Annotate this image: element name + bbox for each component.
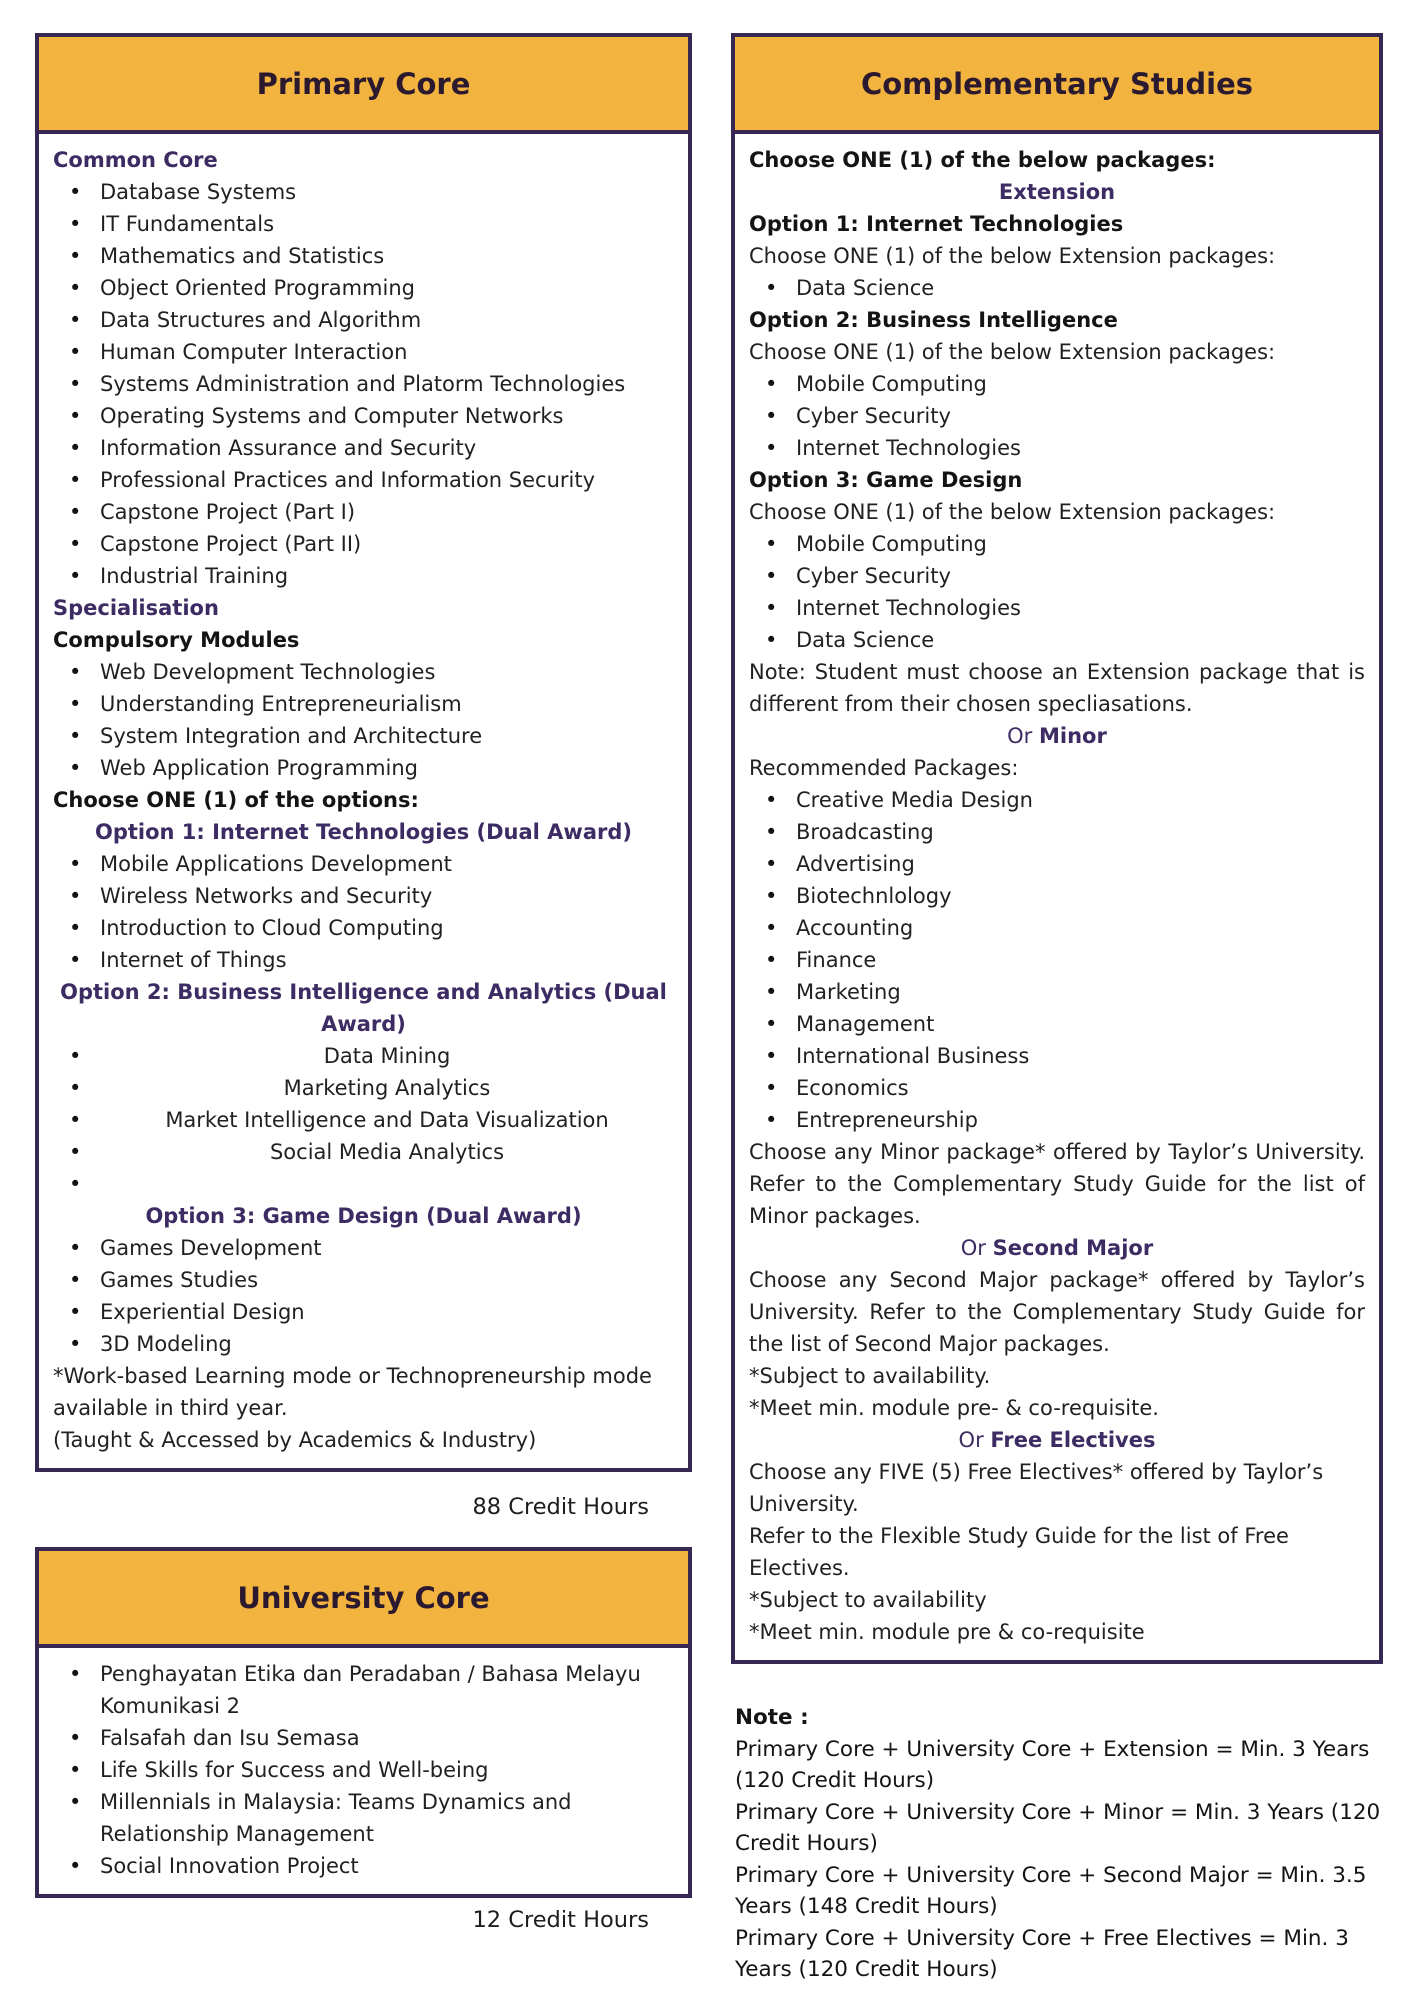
or-option-name: Second Major (992, 1236, 1154, 1260)
specialisation-heading: Specialisation (53, 596, 219, 620)
bullet-item: • Internet Technologies (749, 432, 1365, 464)
note-line: Primary Core + University Core + Extension = Min. 3 Years (120 Credit Hours) (735, 1736, 1370, 1793)
prerequisite-note-2: *Meet min. module pre & co-requisite (749, 1620, 1145, 1644)
subject-availability-note: *Subject to availability. (749, 1364, 991, 1388)
prerequisite-note: *Meet min. module pre- & co-requisite. (749, 1396, 1159, 1420)
or-prefix: Or (960, 1236, 993, 1260)
ext-option1-heading: Option 1: Internet Technologies (749, 212, 1124, 236)
choose-one-options-heading: Choose ONE (1) of the options: (53, 788, 419, 812)
bullet-item: • Capstone Project (Part II) (53, 528, 674, 560)
or-option-line (749, 720, 1365, 752)
bullet-item: • Industrial Training (53, 560, 674, 592)
footer-note-title: Note : (735, 1705, 809, 1730)
bullet-item: • Market Intelligence and Data Visualization (53, 1104, 674, 1136)
bullet-item: • Falsafah dan Isu Semasa (53, 1722, 674, 1754)
note-line: Primary Core + University Core + Minor = Min. 3 Years (120 Credit Hours) (735, 1799, 1381, 1856)
or-option-line (749, 1232, 1365, 1264)
university-core-title: University Core (237, 1580, 490, 1615)
bullet-item: • Wireless Networks and Security (53, 880, 674, 912)
bullet-item: • Internet Technologies (749, 592, 1365, 624)
bullet-item: • Economics (749, 1072, 1365, 1104)
work-based-note: *Work-based Learning mode or Technopreneurship mode available in third year. (53, 1364, 652, 1420)
bullet-item: • Millennials in Malaysia: Teams Dynamics and Relationship Management (53, 1786, 674, 1850)
bullet-item: • Cyber Security (749, 560, 1365, 592)
bullet-list (53, 1040, 674, 1200)
bullet-list (53, 656, 674, 784)
bullet-list (749, 528, 1365, 656)
bullet-item: • Marketing Analytics (53, 1072, 674, 1104)
bullet-item: • International Business (749, 1040, 1365, 1072)
primary-core-credit-hours: 88 Credit Hours (472, 1494, 649, 1520)
bullet-item: • Life Skills for Success and Well-being (53, 1754, 674, 1786)
recommended-packages-label: Recommended Packages: (749, 756, 1019, 780)
bullet-item: • Internet of Things (53, 944, 674, 976)
bullet-list (53, 1232, 674, 1360)
flexible-guide-note: Refer to the Flexible Study Guide for the list of Free Electives. (749, 1524, 1289, 1580)
free-electives-instruction: Choose any FIVE (5) Free Electives* offered by Taylor’s University. (749, 1460, 1324, 1516)
or-option-name: Free Electives (990, 1428, 1156, 1452)
primary-core-title: Primary Core (256, 66, 471, 101)
bullet-list (53, 1658, 674, 1882)
bullet-item: • Games Development (53, 1232, 674, 1264)
bullet-item: • Biotechnlology (749, 880, 1365, 912)
note-line: Primary Core + University Core + Free Electives = Min. 3 Years (120 Credit Hours) (735, 1925, 1349, 1982)
bullet-item: • Management (749, 1008, 1365, 1040)
bullet-item: • Finance (749, 944, 1365, 976)
bullet-item: • IT Fundamentals (53, 208, 674, 240)
ext-option3-heading: Option 3: Game Design (749, 468, 1023, 492)
option3-heading: Option 3: Game Design (Dual Award) (145, 1204, 582, 1228)
bullet-list (749, 784, 1365, 1136)
bullet-item: • Accounting (749, 912, 1365, 944)
bullet-item: • Experiential Design (53, 1296, 674, 1328)
ext-option3-instruction: Choose ONE (1) of the below Extension packages: (749, 500, 1276, 524)
bullet-item: • Social Innovation Project (53, 1850, 674, 1882)
or-option-line (749, 1424, 1365, 1456)
note-line: Primary Core + University Core + Second Major = Min. 3.5 Years (148 Credit Hours) (735, 1862, 1367, 1919)
bullet-item: • Web Application Programming (53, 752, 674, 784)
complementary-studies-header (735, 37, 1379, 134)
taught-accessed-note: (Taught & Accessed by Academics & Industry) (53, 1428, 537, 1452)
bullet-item: • Mobile Computing (749, 368, 1365, 400)
bullet-item: • Understanding Entrepreneurialism (53, 688, 674, 720)
primary-core-body (39, 134, 688, 1468)
second-major-instruction: Choose any Second Major package* offered by Taylor’s University. Refer to the Complementary Study Guide for the list of Second Major packages. (749, 1268, 1365, 1356)
bullet-item: • Human Computer Interaction (53, 336, 674, 368)
bullet-item: • Systems Administration and Platorm Technologies (53, 368, 674, 400)
primary-core-panel (35, 33, 692, 1472)
bullet-item: • Penghayatan Etika dan Peradaban / Bahasa Melayu Komunikasi 2 (53, 1658, 674, 1722)
bullet-item: • Advertising (749, 848, 1365, 880)
primary-core-header (39, 37, 688, 134)
compulsory-modules-heading: Compulsory Modules (53, 628, 300, 652)
footer-note (735, 1702, 1385, 1986)
bullet-item: • Cyber Security (749, 400, 1365, 432)
bullet-item: • Introduction to Cloud Computing (53, 912, 674, 944)
minor-instruction: Choose any Minor package* offered by Taylor’s University. Refer to the Complementary Study Guide for the list of Minor packages. (749, 1140, 1365, 1228)
bullet-item: • Mobile Computing (749, 528, 1365, 560)
subject-availability-note-2: *Subject to availability (749, 1588, 987, 1612)
choose-one-packages-heading: Choose ONE (1) of the below packages: (749, 148, 1216, 172)
extension-heading: Extension (998, 180, 1116, 204)
bullet-list (53, 848, 674, 976)
bullet-item: • Entrepreneurship (749, 1104, 1365, 1136)
bullet-item: • Creative Media Design (749, 784, 1365, 816)
option2-heading: Option 2: Business Intelligence and Analytics (Dual Award) (60, 980, 667, 1036)
bullet-item: • Marketing (749, 976, 1365, 1008)
common-core-heading: Common Core (53, 148, 218, 172)
or-prefix: Or (958, 1428, 991, 1452)
bullet-list (749, 368, 1365, 464)
option1-heading: Option 1: Internet Technologies (Dual Award) (94, 820, 632, 844)
ext-option1-instruction: Choose ONE (1) of the below Extension packages: (749, 244, 1276, 268)
ext-option2-heading: Option 2: Business Intelligence (749, 308, 1118, 332)
bullet-item: • Data Mining (53, 1040, 674, 1072)
bullet-item: • Mathematics and Statistics (53, 240, 674, 272)
ext-option2-instruction: Choose ONE (1) of the below Extension packages: (749, 340, 1276, 364)
bullet-item: • Operating Systems and Computer Networks (53, 400, 674, 432)
or-option-name: Minor (1039, 724, 1107, 748)
bullet-item: • Object Oriented Programming (53, 272, 674, 304)
university-core-body (39, 1648, 688, 1894)
university-core-panel (35, 1547, 692, 1898)
complementary-studies-body (735, 134, 1379, 1660)
bullet-item: • 3D Modeling (53, 1328, 674, 1360)
bullet-item: • Professional Practices and Information Security (53, 464, 674, 496)
bullet-list (749, 272, 1365, 304)
complementary-studies-title: Complementary Studies (860, 66, 1254, 101)
bullet-item: • System Integration and Architecture (53, 720, 674, 752)
bullet-item: • Capstone Project (Part I) (53, 496, 674, 528)
extension-note: Note: Student must choose an Extension package that is different from their chosen specliasations. (749, 660, 1365, 716)
university-core-credit-hours: 12 Credit Hours (472, 1907, 649, 1933)
bullet-item: • Mobile Applications Development (53, 848, 674, 880)
bullet-list (53, 176, 674, 592)
complementary-studies-panel (731, 33, 1383, 1664)
bullet-item: • Broadcasting (749, 816, 1365, 848)
university-core-header (39, 1551, 688, 1648)
bullet-item: • Social Media Analytics (53, 1136, 674, 1168)
bullet-item: • Information Assurance and Security (53, 432, 674, 464)
bullet-item (53, 1168, 674, 1200)
bullet-item: • Data Science (749, 272, 1365, 304)
bullet-item: • Data Structures and Algorithm (53, 304, 674, 336)
bullet-item: • Games Studies (53, 1264, 674, 1296)
or-prefix: Or (1007, 724, 1039, 748)
bullet-item: • Web Development Technologies (53, 656, 674, 688)
bullet-item: • Data Science (749, 624, 1365, 656)
footer-note-lines (735, 1734, 1385, 1986)
bullet-item: • Database Systems (53, 176, 674, 208)
